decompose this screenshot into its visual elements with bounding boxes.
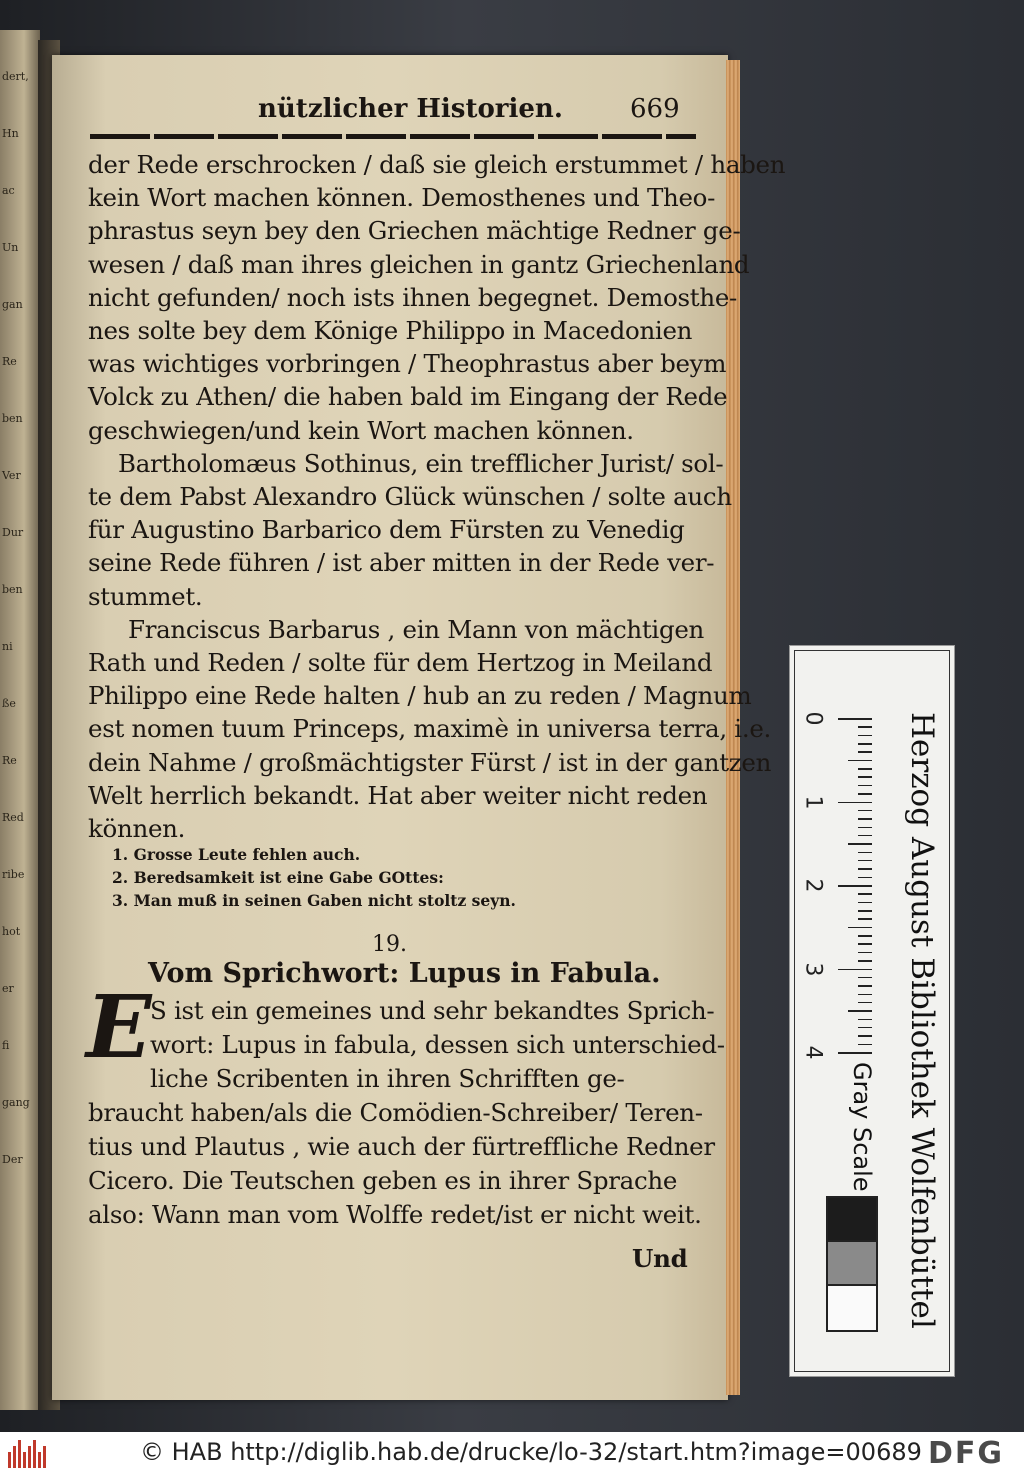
text-line: also: Wann man vom Wolffe redet/ist er nicht weit. — [88, 1200, 702, 1229]
facing-page-text: er — [2, 982, 14, 995]
hab-logo-icon — [8, 1440, 50, 1468]
text-line: braucht haben/als die Comödien-Schreiber/ Teren- — [88, 1098, 703, 1127]
text-line: te dem Pabst Alexandro Glück wünschen / solte auch — [88, 482, 732, 511]
ruler-tick — [848, 1010, 872, 1012]
drop-cap: E — [86, 977, 152, 1078]
ruler-tick — [858, 1044, 872, 1046]
text-line: wort: Lupus in fabula, dessen sich unterschied- — [150, 1030, 725, 1059]
ruler-tick — [858, 893, 872, 895]
facing-page-text: Der — [2, 1153, 23, 1166]
text-line: der Rede erschrocken / daß sie gleich erstummet / haben — [88, 150, 786, 179]
text-line: Bartholomæus Sothinus, ein trefflicher Jurist/ sol- — [118, 448, 724, 478]
dfg-logo: DFG — [928, 1436, 1005, 1471]
swatch-black — [826, 1196, 878, 1244]
ruler-tick — [858, 910, 872, 912]
ruler-tick — [858, 835, 872, 837]
ruler-tick — [848, 927, 872, 929]
running-head: nützlicher Historien. — [258, 94, 563, 124]
text-line: kein Wort machen können. Demosthenes und Theo- — [88, 183, 716, 213]
text-line: 1. Grosse Leute fehlen auch. — [112, 845, 361, 864]
library-name: Herzog August Bibliothek Wolfenbüttel — [904, 712, 940, 1329]
ruler-tick — [858, 902, 872, 904]
text-line: was wichtiges vorbringen / Theophrastus aber beym — [88, 349, 727, 379]
facing-page-text: ni — [2, 640, 13, 653]
ruler-tick — [858, 793, 872, 795]
catchword: Und — [632, 1244, 688, 1273]
swatch-white — [826, 1284, 878, 1332]
text-line: nes solte bey dem Könige Philippo in Macedonien — [88, 316, 693, 345]
ruler-tick — [858, 960, 872, 962]
text-line: Philippo eine Rede halten / hub an zu reden / Magnum — [88, 681, 752, 711]
facing-page-text: Ver — [2, 469, 21, 482]
ruler-tick — [858, 868, 872, 870]
ruler-number: 1 — [800, 795, 826, 809]
ruler-tick — [858, 735, 872, 737]
ruler-tick — [858, 860, 872, 862]
facing-page-text: Re — [2, 355, 17, 368]
ruler-number: 2 — [800, 878, 826, 893]
ruler-tick — [858, 751, 872, 753]
facing-page-text: Hn — [2, 127, 19, 140]
text-line: seine Rede führen / ist aber mitten in der Rede ver- — [88, 548, 715, 578]
facing-page-fragment — [0, 30, 40, 1410]
text-line: Welt herrlich bekandt. Hat aber weiter nicht reden — [88, 780, 708, 810]
ruler-number: 3 — [800, 962, 826, 976]
section-number: 19. — [372, 932, 407, 957]
text-line: stummet. — [88, 581, 203, 611]
ruler-tick — [858, 1035, 872, 1037]
facing-page-text: dert, — [2, 70, 29, 83]
ruler-tick — [858, 1002, 872, 1004]
text-line: dein Nahme / großmächtigster Fürst / ist in der gantzen — [88, 747, 772, 777]
ruler-tick — [858, 1027, 872, 1029]
facing-page-text: Dur — [2, 526, 24, 539]
text-line: wesen / daß man ihres gleichen in gantz Griechenland — [88, 249, 750, 279]
ruler-tick — [848, 843, 872, 845]
facing-page-text: ribe — [2, 868, 25, 881]
text-line: est nomen tuum Princeps, maximè in universa terra, i.e. — [88, 714, 772, 744]
text-line: geschwiegen/und kein Wort machen können. — [88, 415, 634, 445]
ruler-number: 0 — [800, 711, 826, 726]
ruler-tick — [838, 885, 872, 887]
text-line: 3. Man muß in seinen Gaben nicht stoltz seyn. — [112, 891, 516, 910]
ruler-tick — [858, 818, 872, 820]
facing-page-text: Re — [2, 754, 17, 767]
ruler-number: 4 — [800, 1045, 826, 1060]
gray-scale-label: Gray Scale — [848, 1062, 876, 1192]
ruler-tick — [858, 852, 872, 854]
text-line: für Augustino Barbarico dem Fürsten zu Venedig — [88, 515, 685, 545]
facing-page-text: Red — [2, 811, 24, 824]
text-line: 2. Beredsamkeit ist eine Gabe GOttes: — [112, 868, 444, 887]
ruler-tick — [858, 977, 872, 979]
facing-page-text: ac — [2, 184, 15, 197]
text-line: Volck zu Athen/ die haben bald im Eingang der Rede — [88, 382, 728, 412]
ruler-tick — [858, 985, 872, 987]
facing-page-text: gan — [2, 298, 23, 311]
text-line: Franciscus Barbarus , ein Mann von mächtigen — [128, 614, 705, 644]
section-heading: Vom Sprichwort: Lupus in Fabula. — [148, 958, 661, 989]
text-line: Rath und Reden / solte für dem Hertzog in Meiland — [88, 648, 713, 677]
page-number: 669 — [630, 94, 680, 124]
facing-page-text: ben — [2, 412, 23, 425]
ruler-tick — [858, 768, 872, 770]
text-line: nicht gefunden/ noch ists ihnen begegnet. Demosthe- — [88, 282, 737, 312]
ruler-tick — [858, 726, 872, 728]
ruler-tick — [858, 827, 872, 829]
header-rule — [90, 134, 696, 139]
ruler-tick — [848, 760, 872, 762]
ruler-tick — [838, 969, 872, 971]
ruler-tick — [838, 718, 872, 720]
text-line: liche Scribenten in ihren Schrifften ge- — [150, 1064, 625, 1093]
text-line: phrastus seyn bey den Griechen mächtige Redner ge- — [88, 216, 741, 246]
ruler-tick — [858, 918, 872, 920]
facing-page-text: Un — [2, 241, 19, 254]
ruler-tick — [858, 935, 872, 937]
ruler-tick — [858, 810, 872, 812]
facing-page-text: ben — [2, 583, 23, 596]
ruler-tick — [838, 1052, 872, 1054]
ruler-tick — [858, 994, 872, 996]
ruler-tick — [858, 1019, 872, 1021]
text-line: Cicero. Die Teutschen geben es in ihrer Sprache — [88, 1166, 678, 1195]
text-line: S ist ein gemeines und sehr bekandtes Sprich- — [150, 996, 715, 1025]
text-line: tius und Plautus , wie auch der fürtreffliche Redner — [88, 1132, 715, 1161]
ruler-tick — [838, 802, 872, 804]
facing-page-text: hot — [2, 925, 21, 938]
facing-page-text: gang — [2, 1096, 30, 1109]
ruler-tick — [858, 776, 872, 778]
ruler-tick — [858, 943, 872, 945]
facing-page-text: ße — [2, 697, 16, 710]
ruler-tick — [858, 877, 872, 879]
text-line: können. — [88, 814, 186, 843]
facing-page-text: fi — [2, 1039, 10, 1052]
swatch-gray — [826, 1240, 878, 1288]
ruler-tick — [858, 952, 872, 954]
footer-bar — [0, 1432, 1024, 1476]
copyright-link[interactable]: © HAB http://diglib.hab.de/drucke/lo-32/start.htm?image=00689 — [140, 1438, 922, 1466]
ruler-tick — [858, 785, 872, 787]
ruler-tick — [858, 743, 872, 745]
